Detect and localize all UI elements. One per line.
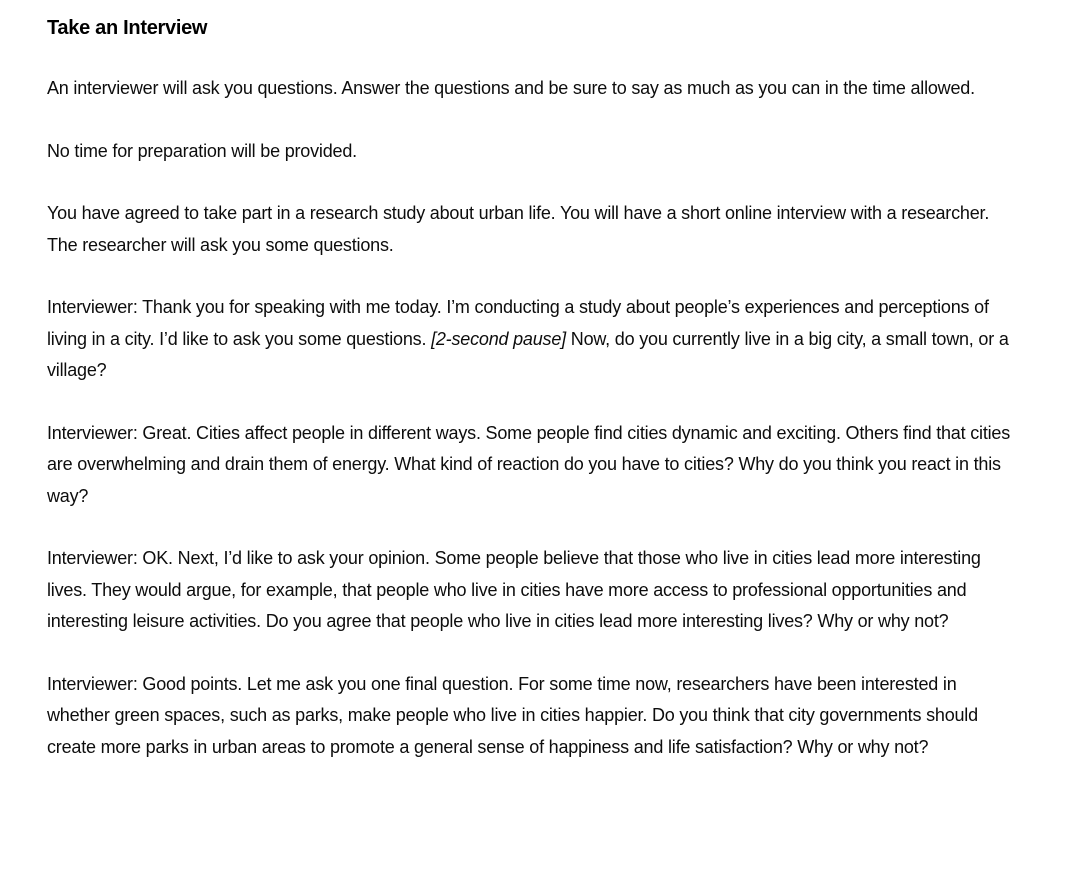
intro-paragraph: An interviewer will ask you questions. Answer the questions and be sure to say as much as you can in the time allowed. (47, 78, 975, 98)
pause-annotation: [2-second pause] (431, 328, 566, 349)
no-preparation-paragraph: No time for preparation will be provided. (47, 140, 357, 161)
interviewer-question-1 (47, 292, 1020, 387)
scenario-paragraph: You have agreed to take part in a research study about urban life. You will have a short online interview with a researcher. The researcher will ask you some questions. (47, 203, 990, 255)
interviewer-question-3: Interviewer: OK. Next, I’d like to ask your opinion. Some people believe that those who live in cities lead more interesting lives. They would argue, for example, that people who live in cities have more access to professional opportunities and interesting leisure activities. Do you agree that people who live in cities lead more interesting lives? Why or why not? (47, 548, 981, 631)
question-1-text-after-pause: Now, do you currently live in a big city, a small town, or a village? (47, 328, 1009, 380)
interviewer-question-4: Interviewer: Good points. Let me ask you one final question. For some time now, researchers have been interested in whether green spaces, such as parks, make people who live in cities happier. Do you think that city governments should create more parks in urban areas to promote a general sense of happiness and life satisfaction? Why or why not? (47, 673, 978, 757)
question-1-text-before-pause: Interviewer: Thank you for speaking with me today. I’m conducting a study about people’s experiences and perceptions of living in a city. I’d like to ask you some questions. (47, 297, 989, 349)
interviewer-question-2: Interviewer: Great. Cities affect people in different ways. Some people find cities dynamic and exciting. Others find that cities are overwhelming and drain them of energy. What kind of reaction do you have to cities? Why do you think you react in this way? (47, 422, 1011, 506)
page-title: Take an Interview (47, 17, 208, 39)
